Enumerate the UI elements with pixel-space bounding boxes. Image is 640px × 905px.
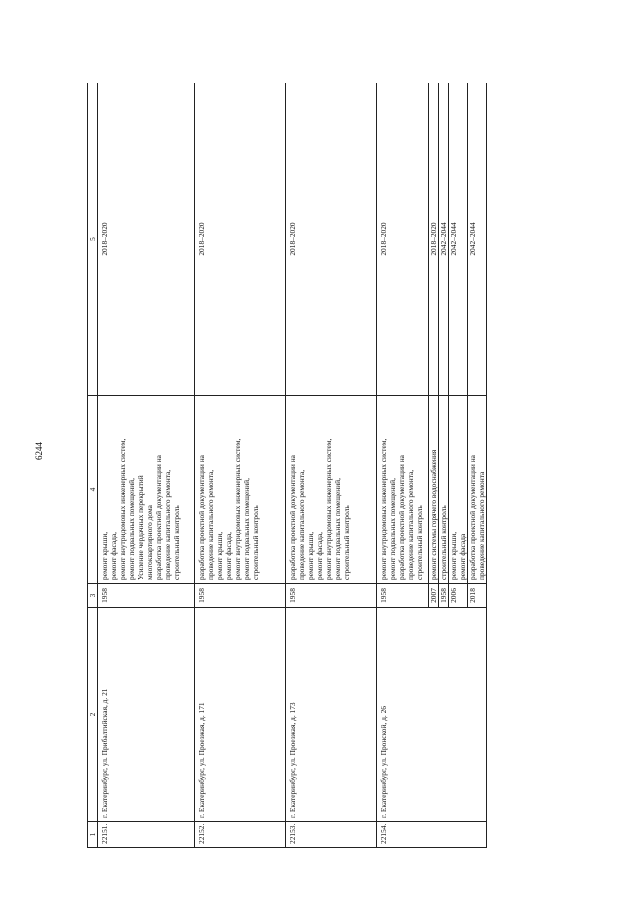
works-cell	[98, 396, 195, 584]
work-line: строительный контроль	[342, 505, 352, 580]
repair-schedule-table	[87, 83, 487, 848]
period-cell: 2018–2020	[286, 83, 377, 396]
address-cell: г. Екатеринбург, ул. Прибалтийская, д. 21	[98, 608, 195, 822]
work-line: ремонт внутридомовых инженерных систем,	[233, 438, 243, 580]
row-number: 22154.	[377, 822, 487, 848]
work-line: проведение капитального ремонта,	[163, 469, 173, 580]
work-line: ремонт крыши,	[306, 531, 316, 580]
row-number: 22152.	[195, 822, 286, 848]
column-number: 5	[88, 83, 98, 396]
column-number-row	[88, 83, 98, 848]
works-cell	[449, 396, 468, 584]
work-line: многоквартирного дома	[145, 505, 155, 580]
works-cell	[286, 396, 377, 584]
period-cell: 2018–2020	[429, 83, 439, 396]
work-line: ремонт внутридомовых инженерных систем,	[324, 438, 334, 580]
work-line: разработка проектной документации на	[468, 455, 478, 580]
rotated-table-frame	[87, 83, 532, 848]
period-cell: 2042–2044	[449, 83, 468, 396]
address-cell: г. Екатеринбург, ул. Проезжая, д. 173	[286, 608, 377, 822]
year-cell: 1958	[286, 584, 377, 608]
work-line: проведение капитального ремонта,	[406, 469, 416, 580]
row-number: 22153.	[286, 822, 377, 848]
work-line: ремонт крыши,	[100, 531, 110, 580]
work-line: ремонт фасада,	[224, 532, 234, 580]
work-line: проведение капитального ремонта	[477, 471, 487, 580]
work-line: ремонт подвальных помещений,	[333, 478, 343, 580]
work-line: проведение капитального ремонта,	[206, 469, 216, 580]
period-cell: 2042–2044	[439, 83, 449, 396]
period-cell: 2018–2020	[377, 83, 429, 396]
work-line: строительный контроль	[172, 505, 182, 580]
works-cell	[377, 396, 429, 584]
work-line: ремонт системы горячего водоснабжения	[429, 396, 439, 584]
page-number: 6244	[34, 442, 44, 460]
work-line: Усиление чердачных перекрытий	[136, 475, 146, 580]
works-cell	[195, 396, 286, 584]
year-cell: 1958	[98, 584, 195, 608]
year-cell: 2006	[449, 584, 468, 608]
work-line: ремонт фасада,	[109, 532, 119, 580]
address-cell: г. Екатеринбург, ул. Проезжая, д. 171	[195, 608, 286, 822]
column-number: 1	[88, 822, 98, 848]
table-row	[286, 83, 377, 848]
work-line: ремонт фасада,	[315, 532, 325, 580]
work-line: ремонт крыши,	[215, 531, 225, 580]
work-line: разработка проектной документации на	[197, 455, 207, 580]
period-cell: 2018–2020	[98, 83, 195, 396]
year-cell: 1958	[195, 584, 286, 608]
work-line: ремонт подвальных помещений,	[388, 478, 398, 580]
work-line: ремонт фасада	[458, 533, 468, 580]
works-cell	[468, 396, 487, 584]
year-cell: 2007	[429, 584, 439, 608]
address-cell: г. Екатеринбург, ул. Пронской, д. 26	[377, 608, 487, 822]
period-cell: 2018–2020	[195, 83, 286, 396]
table-row	[195, 83, 286, 848]
year-cell: 1958	[377, 584, 429, 608]
column-number: 4	[88, 396, 98, 584]
work-line: ремонт крыши,	[449, 531, 459, 580]
table-row	[98, 83, 195, 848]
work-line: ремонт подвальных помещений,	[242, 478, 252, 580]
table-row	[377, 83, 429, 848]
work-line: строительный контроль	[439, 396, 449, 584]
column-number: 3	[88, 584, 98, 608]
work-line: строительный контроль	[415, 505, 425, 580]
rotated-table-content	[87, 83, 532, 848]
year-cell: 2018	[468, 584, 487, 608]
period-cell: 2042–2044	[468, 83, 487, 396]
year-cell: 1958	[439, 584, 449, 608]
work-line: разработка проектной документации на	[154, 455, 164, 580]
work-line: ремонт внутридомовых инженерных систем,	[379, 438, 389, 580]
work-line: разработка проектной документации на	[288, 455, 298, 580]
work-line: ремонт подвальных помещений,	[127, 478, 137, 580]
work-line: проведение капитального ремонта,	[297, 469, 307, 580]
work-line: ремонт внутридомовых инженерных систем,	[118, 438, 128, 580]
work-line: строительный контроль	[251, 505, 261, 580]
work-line: разработка проектной документации на	[397, 455, 407, 580]
column-number: 2	[88, 608, 98, 822]
row-number: 22151.	[98, 822, 195, 848]
